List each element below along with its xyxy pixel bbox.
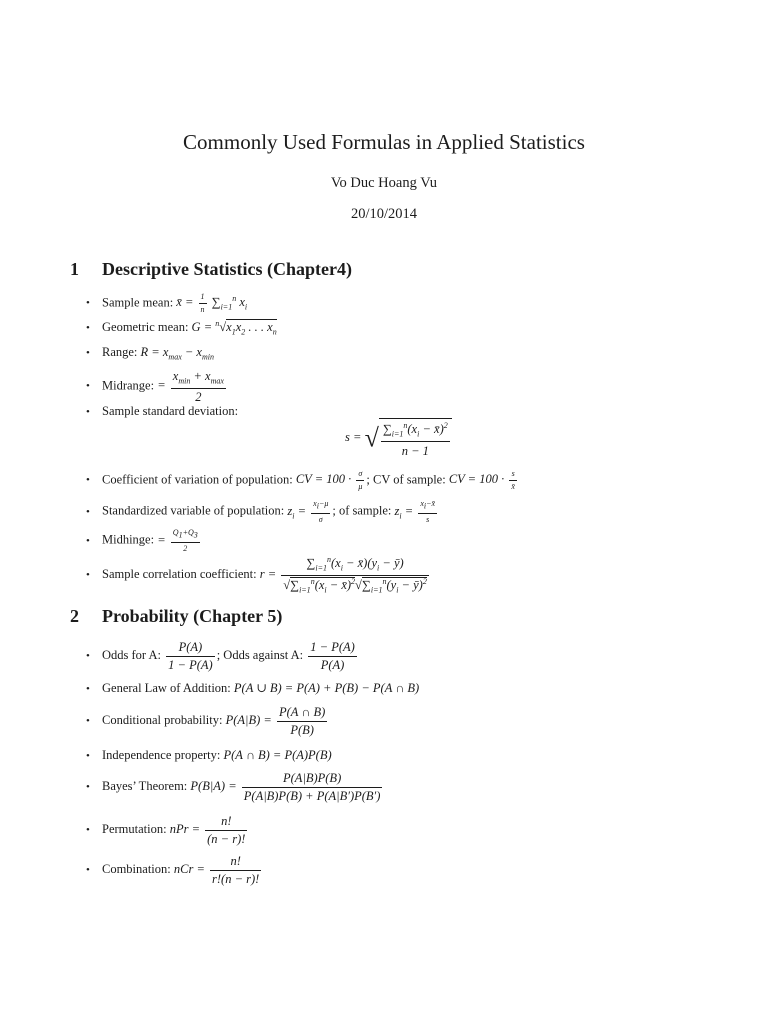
list-item-bayes-theorem [86,772,384,802]
bullet-icon: • [86,683,90,695]
formula-bayes: P(B|A) = $\frac{P(A|B)P(B)}{P(A|B)P(B) + P(A|B')P(B')}$ [190,771,381,803]
formula-sample-mean: x̄ = $\frac{1}{n}$ $\sum_{i=1}^n$ $x_i$ [176,292,248,314]
list-item-midhinge [86,529,202,553]
item-label: Sample standard deviation: [102,404,239,418]
list-item-independence-property [86,749,332,762]
bullet-icon: • [86,863,90,876]
section-heading-probability [70,606,282,627]
author-name: Vo Duc Hoang Vu [330,175,438,191]
item-label: Standardized variable of population: [102,503,285,518]
formula-cv-sample: CV = 100 · $\frac{s}{x̄}$ [448,469,515,491]
item-label: Sample correlation coefficient: [102,567,257,582]
section-title: Probability (Chapter 5) [102,606,283,626]
formula-combination: nCr = $\frac{n!}{r!(n - r)!}$ [173,854,260,886]
formula-permutation: nPr = $\frac{n!}{(n - r)!}$ [169,814,246,846]
formula-range: $R = x_{max} - x_{min}$ [140,345,214,362]
formula-correlation: r = $\frac{\sum_{i=1}^n(x_i - x̄)(y_i - ȳ)}{√\sum_{i=1}^n(x_i - x̄)^2√\sum_{i=1}^n(y_i - ȳ)^2}$ [259,555,427,595]
list-item-coefficient-of-variation [86,470,519,491]
item-label-secondary: ; CV of sample: [366,472,446,487]
bullet-icon: • [86,714,90,727]
item-label: Combination: [102,861,171,876]
list-item-sample-standard-deviation [86,405,238,418]
item-label: Midrange: [102,378,155,393]
list-item-permutation [86,815,249,845]
document-date: 20/10/2014 [350,206,418,222]
item-label: Sample mean: [102,295,174,310]
list-item-sample-correlation-coefficient [86,556,431,594]
item-label: Range: [102,345,138,359]
formula-independence: P(A ∩ B) = P(A)P(B) [223,748,332,762]
bullet-icon: • [86,474,90,487]
bullet-icon: • [86,823,90,836]
item-label: Conditional probability: [102,712,223,727]
bullet-icon: • [86,780,90,793]
section-heading-descriptive-statistics [70,259,352,280]
list-item-combination [86,855,263,885]
list-item-general-law-of-addition [86,682,419,695]
bullet-icon: • [86,569,90,582]
formula-sample-standard-deviation: s = √ $\frac{\sum_{i=1}^n(x_i - x̄)^2}{n - 1}$ [345,418,452,459]
bullet-icon: • [86,297,90,310]
bullet-icon: • [86,534,90,547]
bullet-icon: • [86,380,90,393]
list-item-conditional-probability [86,706,329,736]
section-number: 1 [70,259,79,279]
formula-odds-against: $\frac{1 - P(A)}{P(A)}$ [310,640,355,672]
bullet-icon: • [86,649,90,662]
item-label: Coefficient of variation of population: [102,472,293,487]
formula-geometric-mean: $G = ^n√x_1x_2$ . . . $x_n$ [191,319,277,337]
item-label: Geometric mean: [102,320,189,335]
item-label: Independence property: [102,748,221,762]
list-item-odds [86,641,359,671]
list-item-midrange [86,370,228,403]
list-item-sample-mean [86,293,247,314]
formula-midrange: = $x_{min} + x_{max}$ 2 [157,369,224,404]
item-label: Midhinge: [102,532,155,547]
formula-z-population: $z_i$ = $\frac{x_i-\mu}{\sigma}$ [287,499,329,524]
list-item-standardized-variable [86,500,439,524]
document-title: Commonly Used Formulas in Applied Statistics [183,130,585,154]
bullet-icon: • [86,322,90,335]
bullet-icon: • [86,505,90,518]
bullet-icon: • [86,750,90,762]
item-label: Bayes’ Theorem: [102,778,188,793]
item-label: Odds for A: [102,647,162,662]
list-item-range [86,346,214,362]
bullet-icon: • [86,347,90,359]
item-label: Permutation: [102,821,167,836]
section-number: 2 [70,606,79,626]
formula-z-sample: $z_i$ = $\frac{x_i-x̄}{s}$ [394,499,436,524]
section-title: Descriptive Statistics (Chapter4) [102,259,352,279]
item-label: General Law of Addition: [102,681,231,695]
formula-conditional-probability: P(A|B) = $\frac{P(A \cap B)}{P(B)}$ [225,705,326,737]
formula-law-of-addition: P(A ∪ B) = P(A) + P(B) − P(A ∩ B) [233,681,420,695]
formula-cv-population: CV = 100 · $\frac{\sigma}{\mu}$ [295,469,363,491]
item-label-secondary: ; of sample: [332,503,392,518]
item-label-secondary: ; Odds against A: [216,647,304,662]
list-item-geometric-mean [86,320,277,337]
formula-midhinge: = $\frac{Q_1+Q_3}{2}$ [157,528,198,553]
bullet-icon: • [86,406,90,418]
formula-odds-for: $\frac{P(A)}{1 - P(A)}$ [168,640,213,672]
